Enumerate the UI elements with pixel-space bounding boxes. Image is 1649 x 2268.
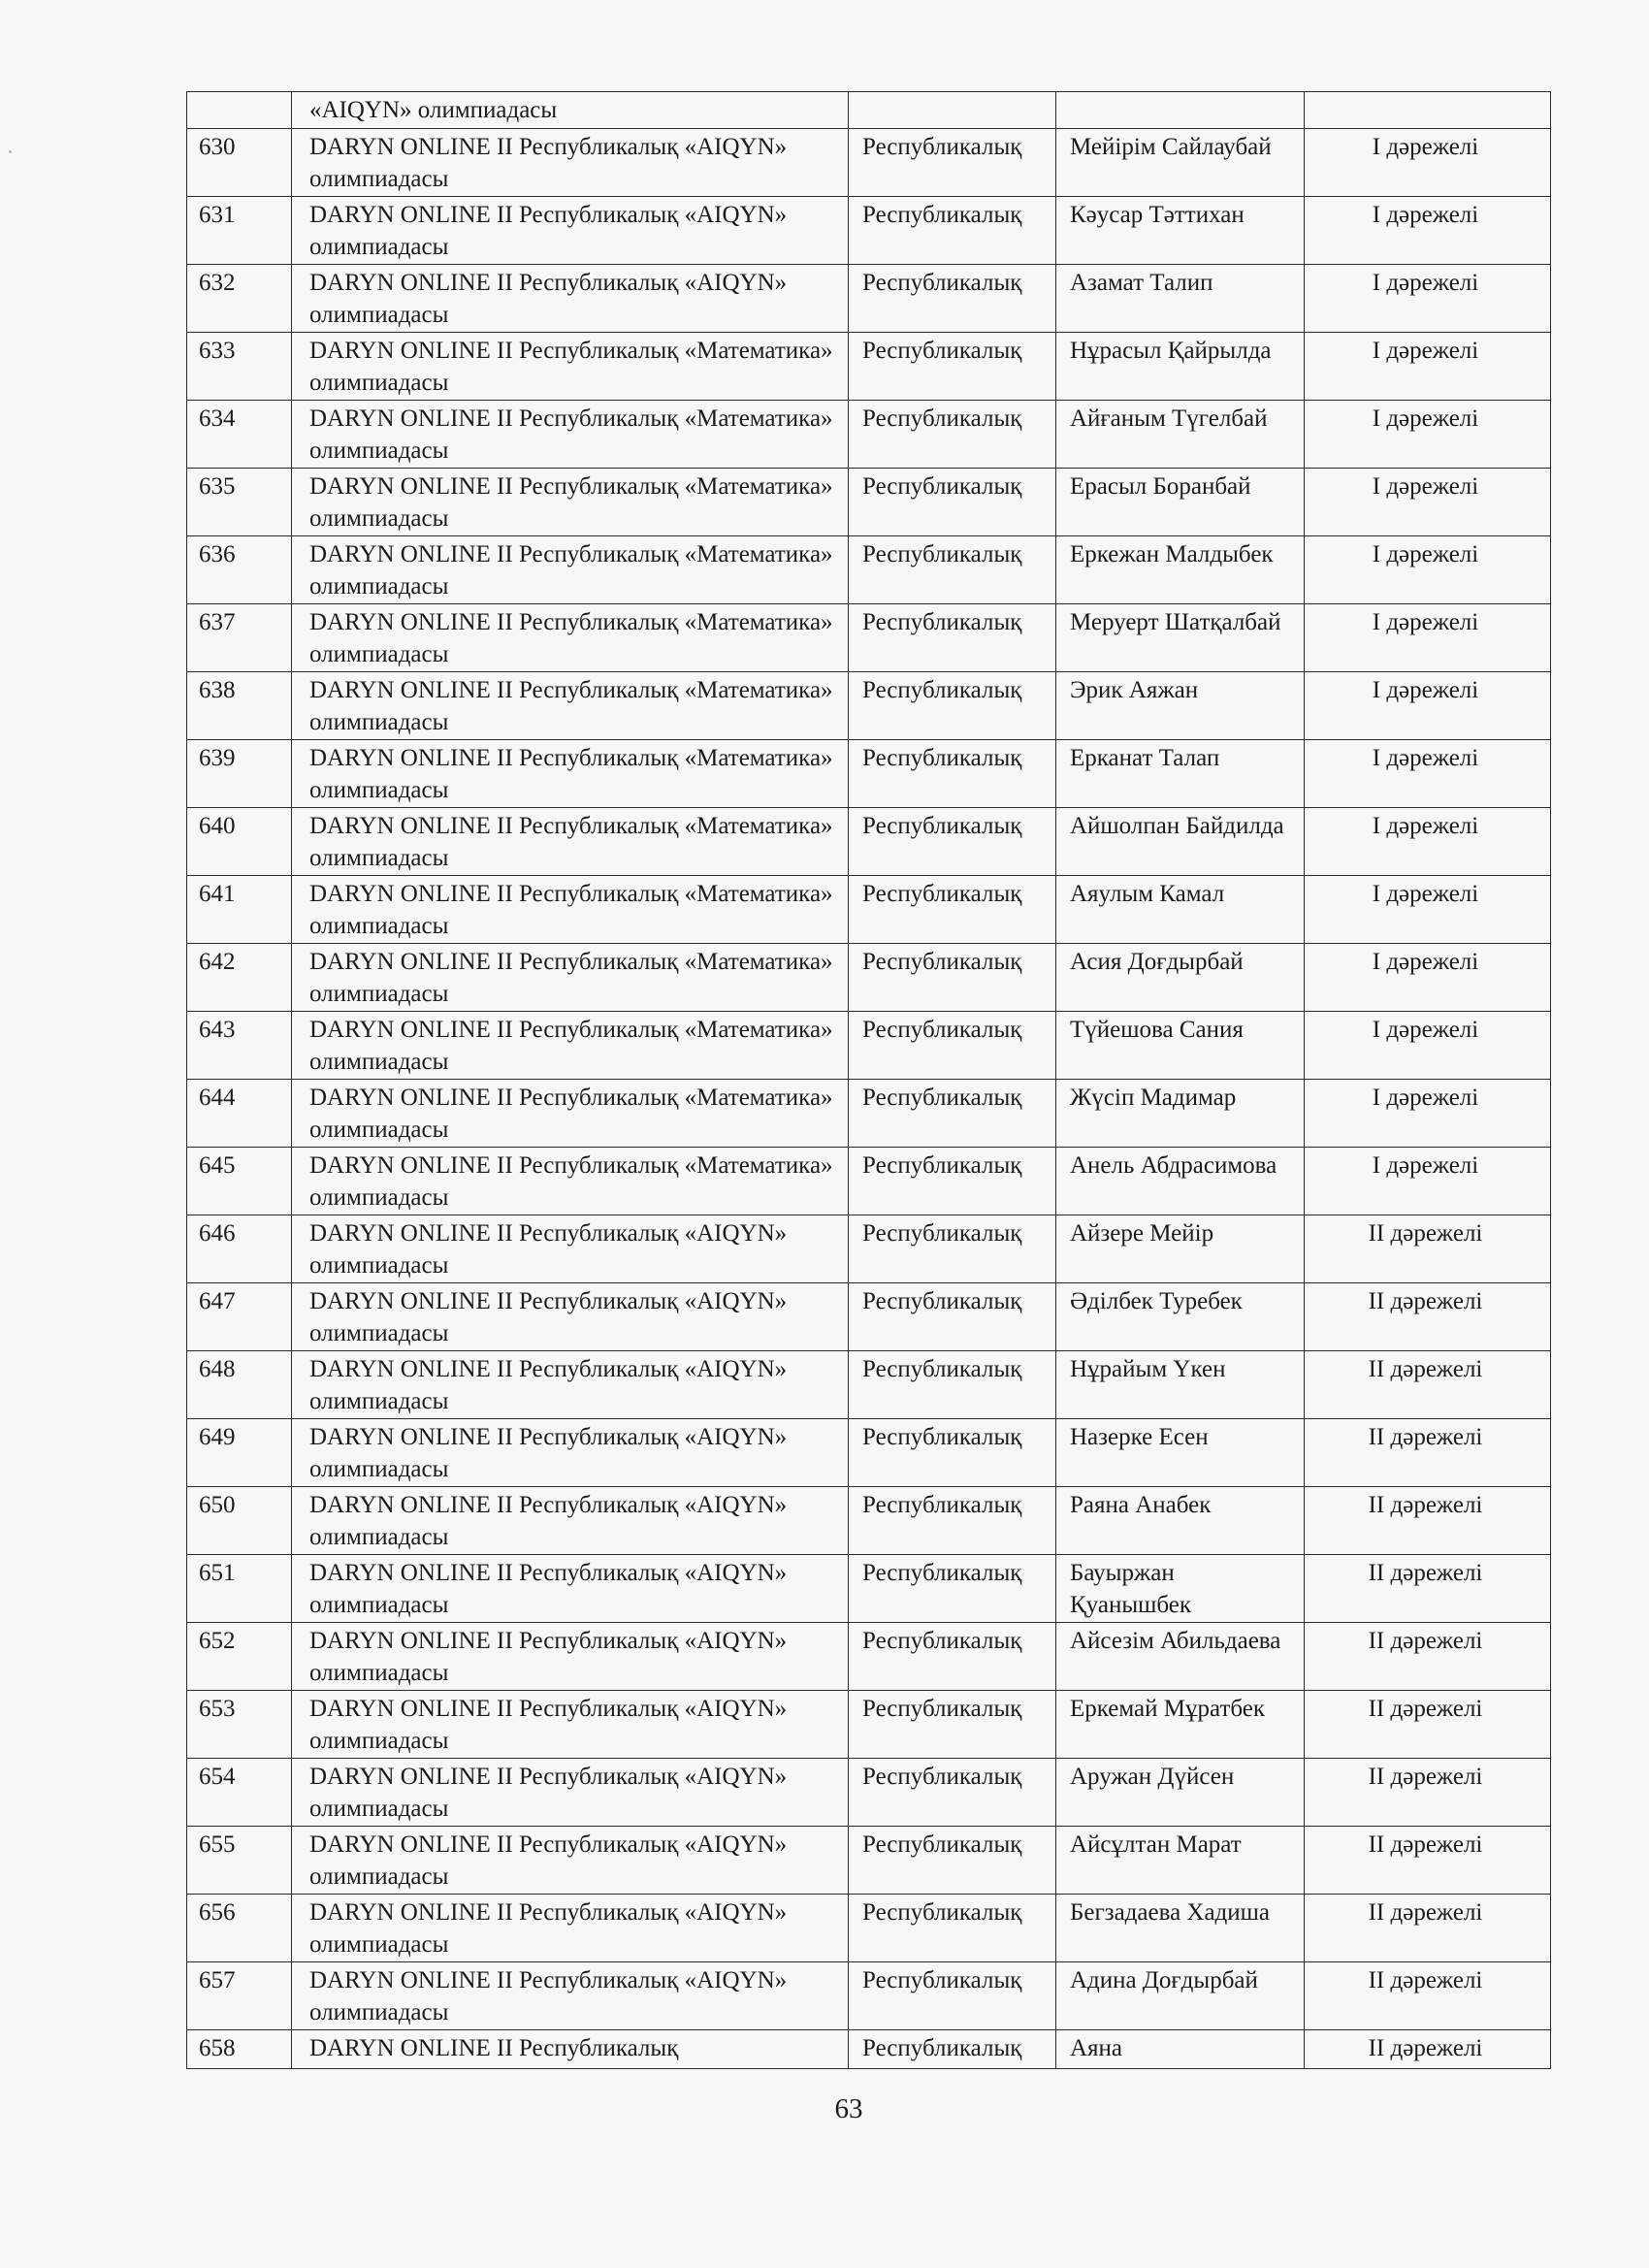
cell-level: Республикалық [849,1215,1056,1283]
table-row [187,469,1551,536]
cell-number: 639 [187,740,292,808]
cell-level: Республикалық [849,1759,1056,1827]
cell-level: Республикалық [849,1827,1056,1895]
cell-event: DARYN ONLINE II Республикалық «AIQYN» олимпиадасы [292,1487,849,1555]
table-row-partial [187,2030,1551,2069]
results-table-body [187,92,1551,2069]
cell-name: Аяна [1056,2030,1305,2069]
cell-event: DARYN ONLINE II Республикалық «Математика» олимпиадасы [292,1080,849,1148]
cell-name: Нұрасыл Қайрылда [1056,333,1305,401]
cell-event: DARYN ONLINE II Республикалық «AIQYN» олимпиадасы [292,1283,849,1351]
cell-level: Республикалық [849,1555,1056,1623]
table-row [187,1215,1551,1283]
cell-number: 643 [187,1012,292,1080]
cell-event: DARYN ONLINE II Республикалық «AIQYN» олимпиадасы [292,1691,849,1759]
cell-degree: II дәрежелі [1305,1555,1551,1623]
cell-degree: I дәрежелі [1305,604,1551,672]
cell-level: Республикалық [849,2030,1056,2069]
cell-level: Республикалық [849,876,1056,944]
cell-degree: I дәрежелі [1305,333,1551,401]
cell-number: 652 [187,1623,292,1691]
table-row [187,1351,1551,1419]
cell-level: Республикалық [849,536,1056,604]
cell-degree: II дәрежелі [1305,1691,1551,1759]
cell-degree: I дәрежелі [1305,469,1551,536]
table-row [187,808,1551,876]
cell-number: 638 [187,672,292,740]
cell-number: 650 [187,1487,292,1555]
cell-event: DARYN ONLINE II Республикалық «AIQYN» олимпиадасы [292,1962,849,2030]
cell-degree: I дәрежелі [1305,536,1551,604]
cell-name: Асия Доғдырбай [1056,944,1305,1012]
cell-name: Эрик Аяжан [1056,672,1305,740]
cell-name: Айсұлтан Марат [1056,1827,1305,1895]
table-row [187,1691,1551,1759]
cell-degree: II дәрежелі [1305,1827,1551,1895]
cell-number: 651 [187,1555,292,1623]
cell-number: 630 [187,129,292,197]
cell-name: Азамат Талип [1056,265,1305,333]
table-row [187,1895,1551,1962]
table-row-continuation [187,92,1551,129]
cell-level: Республикалық [849,1148,1056,1215]
cell-level: Республикалық [849,1012,1056,1080]
table-row [187,1148,1551,1215]
cell-event: DARYN ONLINE II Республикалық «AIQYN» олимпиадасы [292,1759,849,1827]
cell-event: DARYN ONLINE II Республикалық «Математика» олимпиадасы [292,944,849,1012]
cell-name: Ерасыл Боранбай [1056,469,1305,536]
cell-event: DARYN ONLINE II Республикалық «Математика» олимпиадасы [292,604,849,672]
cell-number: 647 [187,1283,292,1351]
table-row [187,401,1551,469]
cell-degree: I дәрежелі [1305,197,1551,265]
cell-degree: I дәрежелі [1305,265,1551,333]
cell-level: Республикалық [849,197,1056,265]
table-row [187,944,1551,1012]
cell-event: DARYN ONLINE II Республикалық «AIQYN» олимпиадасы [292,129,849,197]
table-row [187,129,1551,197]
cell-level: Республикалық [849,1487,1056,1555]
cell-name: Бегзадаева Хадиша [1056,1895,1305,1962]
cell-name: Аружан Дүйсен [1056,1759,1305,1827]
cell-level: Республикалық [849,129,1056,197]
cell-degree: II дәрежелі [1305,1759,1551,1827]
cell-name: Әділбек Туребек [1056,1283,1305,1351]
table-row [187,1827,1551,1895]
cell-number: 634 [187,401,292,469]
cell-event: DARYN ONLINE II Республикалық «AIQYN» олимпиадасы [292,1351,849,1419]
cell-degree: II дәрежелі [1305,1962,1551,2030]
cell-event: DARYN ONLINE II Республикалық «Математика» олимпиадасы [292,672,849,740]
table-row [187,876,1551,944]
cell-number [187,92,292,129]
table-row [187,1012,1551,1080]
cell-name: Адина Доғдырбай [1056,1962,1305,2030]
cell-event: DARYN ONLINE II Республикалық «Математика» олимпиадасы [292,740,849,808]
cell-name: Ерканат Талап [1056,740,1305,808]
cell-level: Республикалық [849,333,1056,401]
cell-degree: II дәрежелі [1305,1215,1551,1283]
cell-level: Республикалық [849,1895,1056,1962]
cell-event: DARYN ONLINE II Республикалық «Математика» олимпиадасы [292,1012,849,1080]
cell-name: Нұрайым Үкен [1056,1351,1305,1419]
cell-degree: II дәрежелі [1305,1283,1551,1351]
cell-event: DARYN ONLINE II Республикалық «Математика» олимпиадасы [292,333,849,401]
cell-number: 656 [187,1895,292,1962]
cell-level: Республикалық [849,265,1056,333]
cell-degree: I дәрежелі [1305,401,1551,469]
cell-level: Республикалық [849,604,1056,672]
cell-number: 631 [187,197,292,265]
cell-event: DARYN ONLINE II Республикалық «AIQYN» олимпиадасы [292,1215,849,1283]
cell-degree: II дәрежелі [1305,2030,1551,2069]
results-table [186,91,1551,2069]
cell-level: Республикалық [849,401,1056,469]
cell-level: Республикалық [849,944,1056,1012]
table-row [187,1962,1551,2030]
cell-degree: I дәрежелі [1305,672,1551,740]
cell-number: 642 [187,944,292,1012]
cell-degree: II дәрежелі [1305,1623,1551,1691]
cell-name: Бауыржан Қуанышбек [1056,1555,1305,1623]
cell-name: Айғаным Түгелбай [1056,401,1305,469]
cell-event: DARYN ONLINE II Республикалық «AIQYN» олимпиадасы [292,1419,849,1487]
table-row [187,265,1551,333]
cell-event: DARYN ONLINE II Республикалық «AIQYN» олимпиадасы [292,265,849,333]
table-row [187,1759,1551,1827]
table-row [187,604,1551,672]
cell-name: Мейірім Сайлаубай [1056,129,1305,197]
cell-event: DARYN ONLINE II Республикалық «AIQYN» олимпиадасы [292,197,849,265]
cell-level: Республикалық [849,740,1056,808]
cell-name: Назерке Есен [1056,1419,1305,1487]
cell-number: 632 [187,265,292,333]
table-row [187,1487,1551,1555]
cell-name: Анель Абдрасимова [1056,1148,1305,1215]
cell-level: Республикалық [849,808,1056,876]
cell-degree: II дәрежелі [1305,1419,1551,1487]
cell-degree: I дәрежелі [1305,944,1551,1012]
table-row [187,1080,1551,1148]
cell-number: 655 [187,1827,292,1895]
cell-name: Түйешова Сания [1056,1012,1305,1080]
cell-number: 635 [187,469,292,536]
table-row [187,536,1551,604]
cell-level: Республикалық [849,1623,1056,1691]
cell-number: 645 [187,1148,292,1215]
table-row [187,1283,1551,1351]
cell-event: DARYN ONLINE II Республикалық «Математика» олимпиадасы [292,469,849,536]
cell-level: Республикалық [849,1419,1056,1487]
cell-number: 654 [187,1759,292,1827]
cell-degree [1305,92,1551,129]
cell-number: 641 [187,876,292,944]
cell-name: Айзере Мейір [1056,1215,1305,1283]
cell-degree: I дәрежелі [1305,129,1551,197]
cell-number: 640 [187,808,292,876]
page-number: 63 [834,2093,863,2124]
cell-event: DARYN ONLINE II Республикалық «Математика» олимпиадасы [292,876,849,944]
cell-name: Меруерт Шатқалбай [1056,604,1305,672]
cell-degree: I дәрежелі [1305,1080,1551,1148]
cell-name: Кәусар Тәттихан [1056,197,1305,265]
cell-name: Аяулым Камал [1056,876,1305,944]
cell-number: 649 [187,1419,292,1487]
cell-degree: II дәрежелі [1305,1351,1551,1419]
scan-speck [9,150,12,153]
cell-event: DARYN ONLINE II Республикалық «Математика» олимпиадасы [292,536,849,604]
cell-level: Республикалық [849,672,1056,740]
cell-name: Айшолпан Байдилда [1056,808,1305,876]
cell-level: Республикалық [849,469,1056,536]
cell-degree: I дәрежелі [1305,740,1551,808]
cell-degree: I дәрежелі [1305,876,1551,944]
cell-name: Еркемай Мұратбек [1056,1691,1305,1759]
cell-event: DARYN ONLINE II Республикалық [292,2030,849,2069]
table-row [187,333,1551,401]
table-row [187,1555,1551,1623]
cell-level [849,92,1056,129]
cell-level: Республикалық [849,1080,1056,1148]
cell-level: Республикалық [849,1962,1056,2030]
cell-event: DARYN ONLINE II Республикалық «AIQYN» олимпиадасы [292,1827,849,1895]
table-row [187,740,1551,808]
cell-degree: I дәрежелі [1305,1012,1551,1080]
cell-degree: II дәрежелі [1305,1487,1551,1555]
cell-name: Раяна Анабек [1056,1487,1305,1555]
cell-number: 657 [187,1962,292,2030]
cell-degree: I дәрежелі [1305,1148,1551,1215]
cell-name [1056,92,1305,129]
cell-number: 644 [187,1080,292,1148]
cell-name: Еркежан Малдыбек [1056,536,1305,604]
cell-name: Айсезім Абильдаева [1056,1623,1305,1691]
cell-number: 648 [187,1351,292,1419]
cell-number: 636 [187,536,292,604]
cell-event: DARYN ONLINE II Республикалық «Математика» олимпиадасы [292,1148,849,1215]
cell-event: DARYN ONLINE II Республикалық «AIQYN» олимпиадасы [292,1555,849,1623]
cell-degree: II дәрежелі [1305,1895,1551,1962]
cell-number: 633 [187,333,292,401]
cell-level: Республикалық [849,1351,1056,1419]
cell-event: DARYN ONLINE II Республикалық «Математика» олимпиадасы [292,401,849,469]
cell-event: DARYN ONLINE II Республикалық «AIQYN» олимпиадасы [292,1895,849,1962]
cell-number: 658 [187,2030,292,2069]
cell-level: Республикалық [849,1691,1056,1759]
table-row [187,1623,1551,1691]
cell-degree: I дәрежелі [1305,808,1551,876]
cell-level: Республикалық [849,1283,1056,1351]
cell-name: Жүсіп Мадимар [1056,1080,1305,1148]
cell-event: DARYN ONLINE II Республикалық «Математика» олимпиадасы [292,808,849,876]
cell-number: 646 [187,1215,292,1283]
cell-event: DARYN ONLINE II Республикалық «AIQYN» олимпиадасы [292,1623,849,1691]
table-row [187,197,1551,265]
cell-event: «AIQYN» олимпиадасы [292,92,849,129]
cell-number: 637 [187,604,292,672]
cell-number: 653 [187,1691,292,1759]
table-row [187,672,1551,740]
table-row [187,1419,1551,1487]
